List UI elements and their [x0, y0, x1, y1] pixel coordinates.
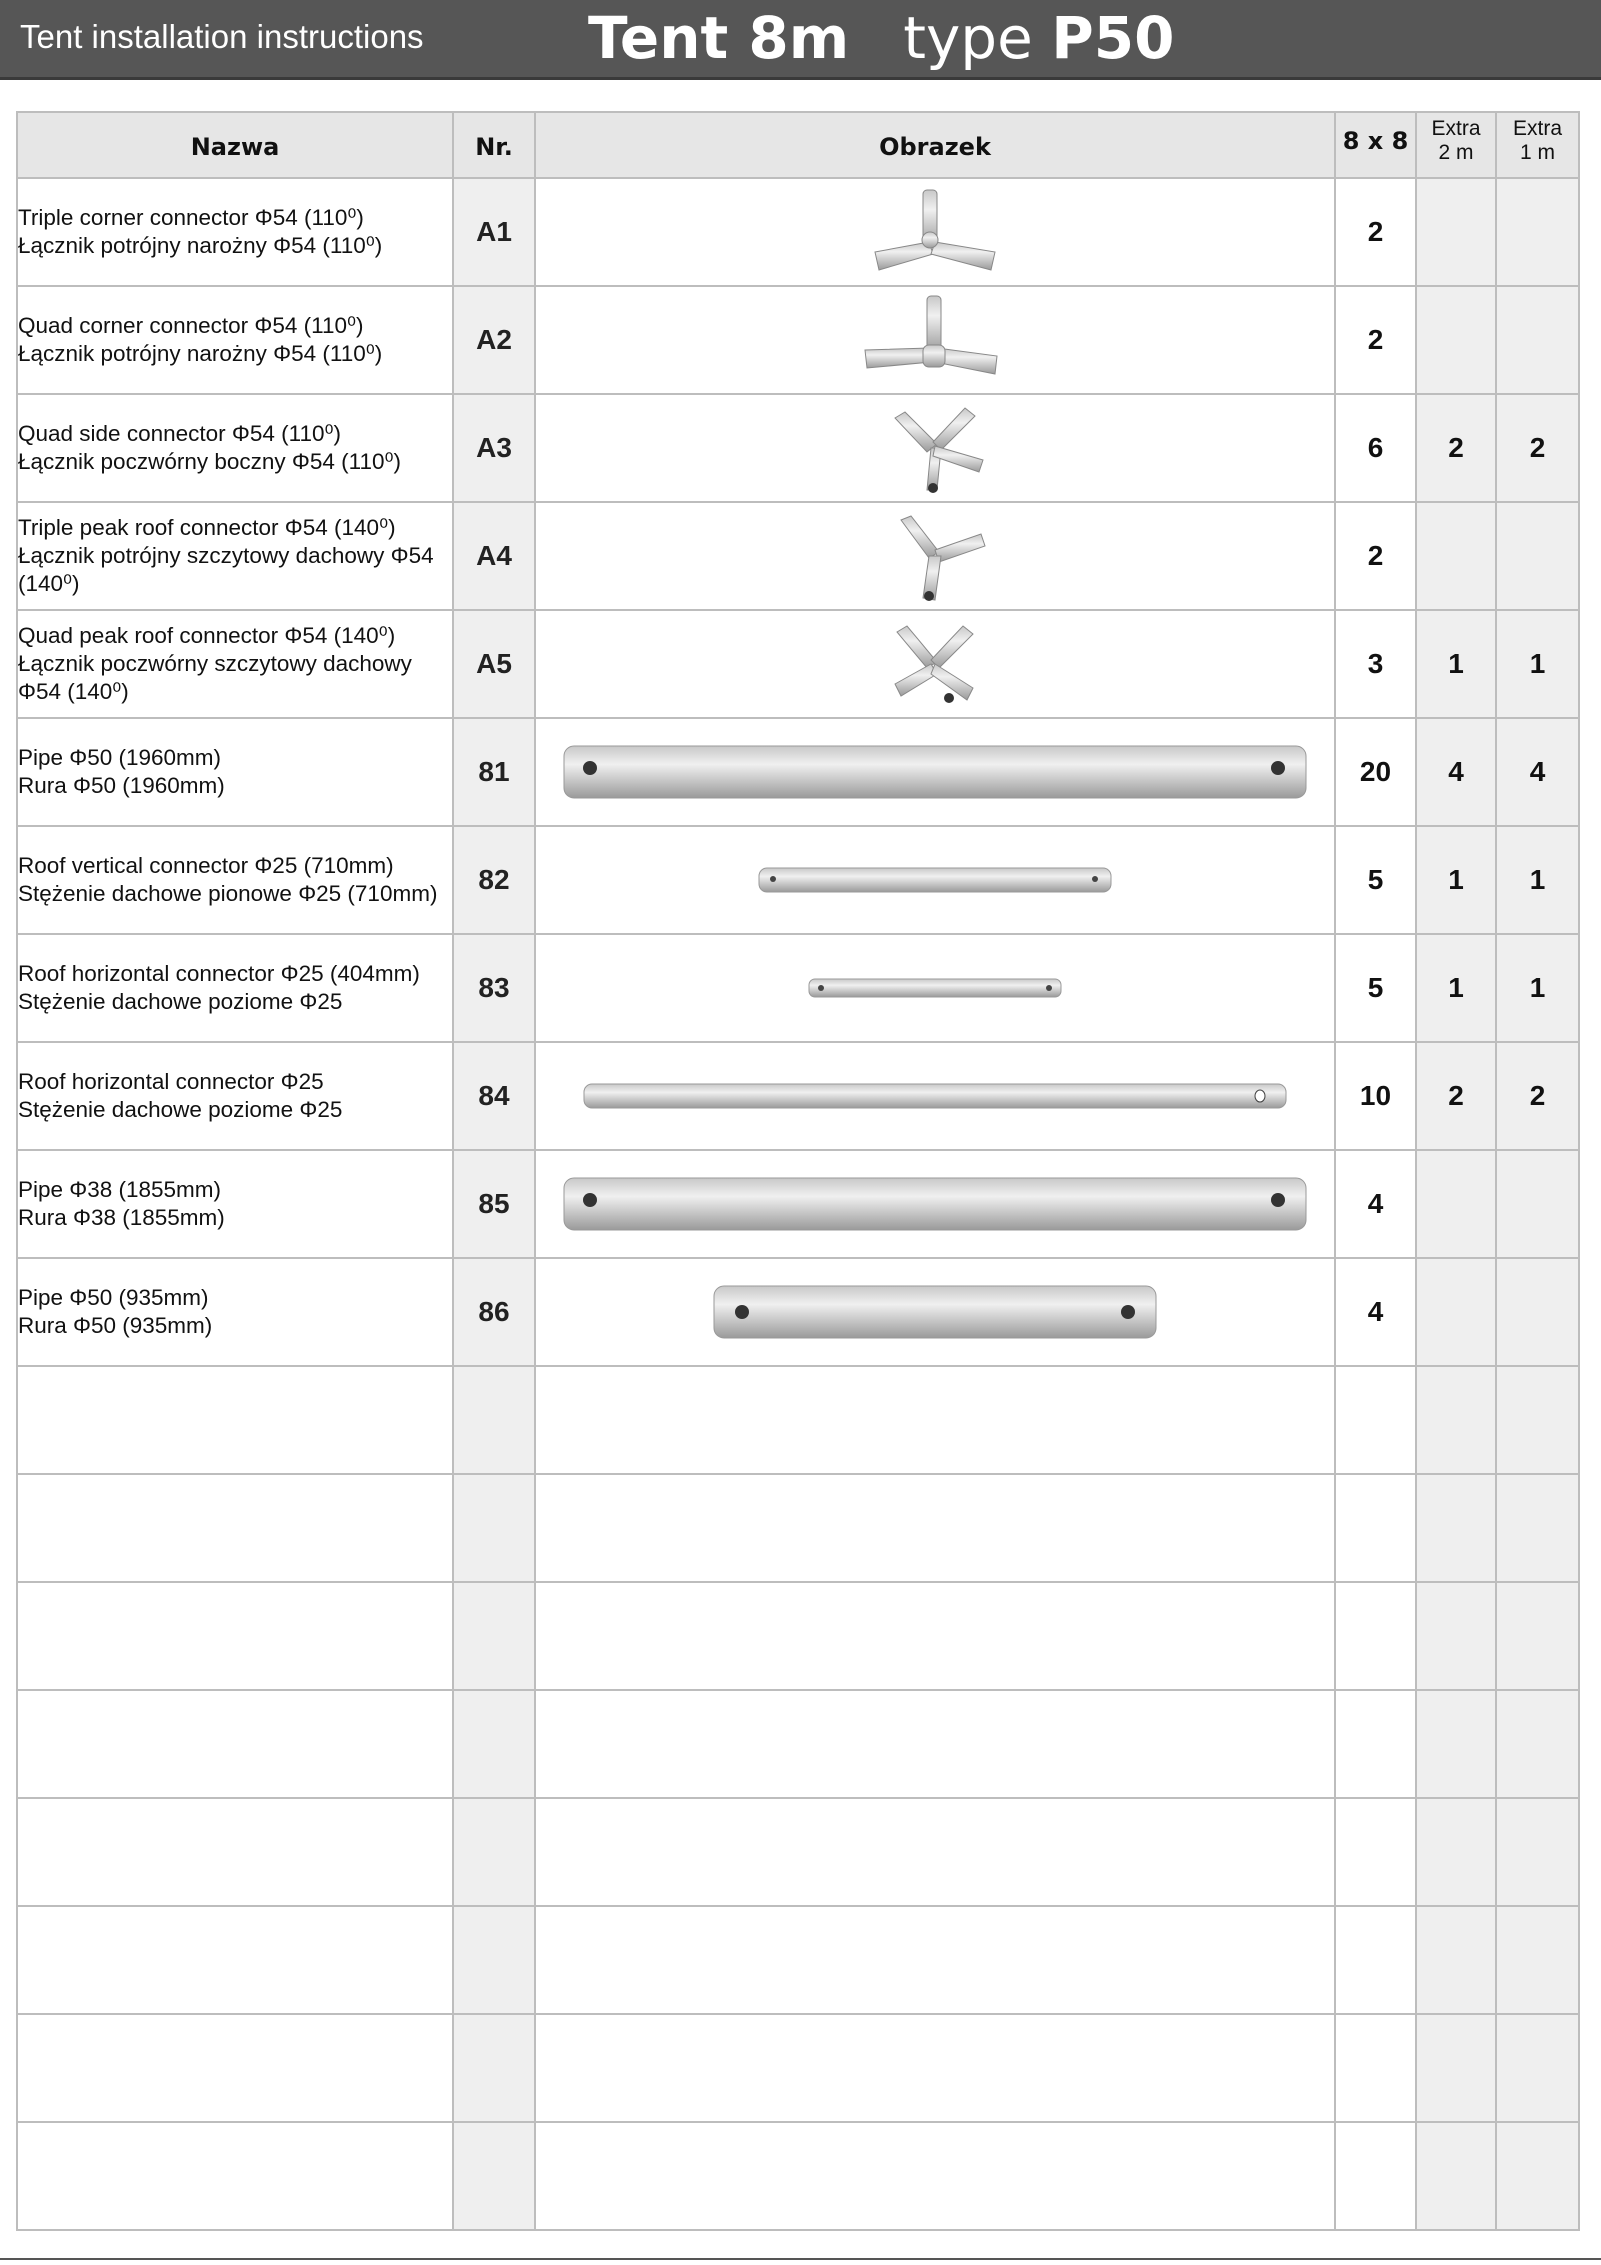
table-row — [17, 610, 1579, 718]
part-name — [17, 718, 453, 826]
title-tent: Tent 8m — [588, 4, 850, 72]
title-type: type — [903, 4, 1033, 72]
column-header-extra-1m: Extra 1 m — [1496, 112, 1579, 178]
empty-cell — [535, 1690, 1335, 1798]
qty-8x8: 4 — [1335, 1150, 1416, 1258]
empty-cell — [453, 1366, 535, 1474]
part-picture — [535, 502, 1335, 610]
part-name-pl: Łącznik potrójny narożny Φ54 (110⁰) — [18, 341, 383, 366]
table-row — [17, 1042, 1579, 1150]
part-name — [17, 178, 453, 286]
empty-cell — [535, 2122, 1335, 2230]
brace-icon — [536, 860, 1334, 900]
qty-extra-1m — [1496, 178, 1579, 286]
empty-cell — [17, 1906, 453, 2014]
empty-cell — [1335, 2014, 1416, 2122]
part-name-pl: Rura Φ38 (1855mm) — [18, 1205, 225, 1230]
table-row — [17, 934, 1579, 1042]
part-name — [17, 1150, 453, 1258]
column-header-size: 8 x 8 — [1335, 112, 1416, 178]
empty-cell — [1496, 2122, 1579, 2230]
part-picture — [535, 610, 1335, 718]
table-row — [17, 394, 1579, 502]
qty-extra-1m: 1 — [1496, 610, 1579, 718]
part-name — [17, 1042, 453, 1150]
part-number: A4 — [453, 502, 535, 610]
qty-8x8: 5 — [1335, 934, 1416, 1042]
qty-extra-2m: 1 — [1416, 934, 1496, 1042]
empty-cell — [1416, 1906, 1496, 2014]
table-row — [17, 178, 1579, 286]
pipe-icon — [536, 742, 1334, 802]
quad-peak-connector-icon — [536, 614, 1334, 714]
part-name-en: Quad corner connector Φ54 (110⁰) — [18, 313, 364, 338]
title-model: P50 — [1051, 4, 1175, 72]
qty-8x8: 3 — [1335, 610, 1416, 718]
part-name-pl: Stężenie dachowe poziome Φ25 — [18, 989, 343, 1014]
qty-8x8: 2 — [1335, 286, 1416, 394]
empty-cell — [17, 1366, 453, 1474]
qty-extra-2m — [1416, 1258, 1496, 1366]
part-number: A1 — [453, 178, 535, 286]
part-number: 84 — [453, 1042, 535, 1150]
qty-extra-1m: 2 — [1496, 394, 1579, 502]
empty-cell — [1335, 1906, 1416, 2014]
empty-table-row — [17, 1366, 1579, 1474]
empty-cell — [453, 2122, 535, 2230]
table-row — [17, 826, 1579, 934]
empty-cell — [17, 1582, 453, 1690]
part-name — [17, 934, 453, 1042]
qty-extra-2m: 4 — [1416, 718, 1496, 826]
empty-table-row — [17, 1690, 1579, 1798]
part-picture — [535, 718, 1335, 826]
part-number: 86 — [453, 1258, 535, 1366]
qty-extra-1m — [1496, 1258, 1579, 1366]
brace-long-icon — [536, 1078, 1334, 1114]
triple-corner-connector-icon — [536, 182, 1334, 282]
empty-cell — [1335, 1474, 1416, 1582]
empty-cell — [535, 1798, 1335, 1906]
empty-cell — [1335, 1798, 1416, 1906]
qty-8x8: 5 — [1335, 826, 1416, 934]
part-name-pl: Stężenie dachowe pionowe Φ25 (710mm) — [18, 881, 438, 906]
pipe-icon — [536, 1174, 1334, 1234]
part-number: 85 — [453, 1150, 535, 1258]
empty-cell — [535, 1366, 1335, 1474]
empty-cell — [1335, 1582, 1416, 1690]
empty-cell — [1496, 1582, 1579, 1690]
part-picture — [535, 394, 1335, 502]
empty-cell — [1496, 1906, 1579, 2014]
empty-cell — [1416, 2122, 1496, 2230]
empty-cell — [1496, 1798, 1579, 1906]
part-name-en: Triple corner connector Φ54 (110⁰) — [18, 205, 364, 230]
empty-cell — [1416, 1474, 1496, 1582]
table-row — [17, 1150, 1579, 1258]
part-name — [17, 502, 453, 610]
part-picture — [535, 826, 1335, 934]
qty-extra-2m: 2 — [1416, 394, 1496, 502]
qty-extra-1m — [1496, 502, 1579, 610]
table-row — [17, 502, 1579, 610]
brace-short-icon — [536, 973, 1334, 1003]
part-number: A2 — [453, 286, 535, 394]
part-name — [17, 286, 453, 394]
part-picture — [535, 1150, 1335, 1258]
part-name-pl: Rura Φ50 (1960mm) — [18, 773, 225, 798]
qty-extra-1m — [1496, 1150, 1579, 1258]
header-subtitle: Tent installation instructions — [20, 18, 424, 55]
empty-cell — [453, 1474, 535, 1582]
part-number: A3 — [453, 394, 535, 502]
empty-cell — [453, 1690, 535, 1798]
empty-cell — [1496, 1690, 1579, 1798]
qty-8x8: 4 — [1335, 1258, 1416, 1366]
quad-corner-connector-icon — [536, 290, 1334, 390]
qty-extra-1m — [1496, 286, 1579, 394]
part-name — [17, 610, 453, 718]
part-name-en: Pipe Φ50 (935mm) — [18, 1285, 209, 1310]
empty-cell — [1416, 1582, 1496, 1690]
qty-extra-2m: 2 — [1416, 1042, 1496, 1150]
empty-cell — [535, 2014, 1335, 2122]
qty-extra-2m — [1416, 286, 1496, 394]
table-row — [17, 718, 1579, 826]
qty-extra-2m: 1 — [1416, 610, 1496, 718]
column-header-name: Nazwa — [17, 112, 453, 178]
part-name-en: Roof horizontal connector Φ25 (404mm) — [18, 961, 420, 986]
qty-extra-2m: 1 — [1416, 826, 1496, 934]
part-name-pl: Łącznik potrójny narożny Φ54 (110⁰) — [18, 233, 383, 258]
part-number: 81 — [453, 718, 535, 826]
empty-table-row — [17, 1798, 1579, 1906]
empty-cell — [453, 1906, 535, 2014]
parts-table — [16, 111, 1580, 2231]
qty-8x8: 2 — [1335, 178, 1416, 286]
empty-cell — [1416, 1366, 1496, 1474]
empty-cell — [1335, 2122, 1416, 2230]
part-name — [17, 394, 453, 502]
page-header — [0, 0, 1601, 80]
part-picture — [535, 934, 1335, 1042]
qty-extra-1m: 4 — [1496, 718, 1579, 826]
part-name-pl: Rura Φ50 (935mm) — [18, 1313, 213, 1338]
part-name-pl: Łącznik poczwórny szczytowy dachowy Φ54 (140⁰) — [18, 651, 412, 704]
part-picture — [535, 1258, 1335, 1366]
empty-cell — [17, 1474, 453, 1582]
empty-cell — [1335, 1690, 1416, 1798]
empty-cell — [535, 1906, 1335, 2014]
part-name-en: Quad peak roof connector Φ54 (140⁰) — [18, 623, 396, 648]
empty-cell — [1496, 1474, 1579, 1582]
qty-extra-1m: 2 — [1496, 1042, 1579, 1150]
part-number: 82 — [453, 826, 535, 934]
part-name-en: Roof vertical connector Φ25 (710mm) — [18, 853, 394, 878]
qty-extra-2m — [1416, 1150, 1496, 1258]
qty-8x8: 20 — [1335, 718, 1416, 826]
empty-cell — [453, 1582, 535, 1690]
footer-divider — [0, 2258, 1601, 2260]
qty-8x8: 6 — [1335, 394, 1416, 502]
part-name-pl: Łącznik poczwórny boczny Φ54 (110⁰) — [18, 449, 401, 474]
triple-peak-connector-icon — [536, 506, 1334, 606]
part-picture — [535, 286, 1335, 394]
empty-cell — [1416, 2014, 1496, 2122]
empty-table-row — [17, 1906, 1579, 2014]
part-name-en: Pipe Φ38 (1855mm) — [18, 1177, 222, 1202]
empty-cell — [17, 2014, 453, 2122]
part-name-en: Pipe Φ50 (1960mm) — [18, 745, 222, 770]
qty-8x8: 10 — [1335, 1042, 1416, 1150]
empty-table-row — [17, 1582, 1579, 1690]
part-name — [17, 826, 453, 934]
part-picture — [535, 178, 1335, 286]
empty-cell — [453, 1798, 535, 1906]
column-header-nr: Nr. — [453, 112, 535, 178]
empty-cell — [535, 1474, 1335, 1582]
empty-table-row — [17, 2014, 1579, 2122]
qty-8x8: 2 — [1335, 502, 1416, 610]
part-picture — [535, 1042, 1335, 1150]
part-name-pl: Stężenie dachowe poziome Φ25 — [18, 1097, 343, 1122]
empty-cell — [535, 1582, 1335, 1690]
qty-extra-2m — [1416, 178, 1496, 286]
qty-extra-2m — [1416, 502, 1496, 610]
part-name-en: Triple peak roof connector Φ54 (140⁰) — [18, 515, 396, 540]
quad-side-connector-icon — [536, 398, 1334, 498]
part-name-en: Roof horizontal connector Φ25 — [18, 1069, 324, 1094]
qty-extra-1m: 1 — [1496, 826, 1579, 934]
empty-table-row — [17, 1474, 1579, 1582]
part-name-pl: Łącznik potrójny szczytowy dachowy Φ54 (140⁰) — [18, 543, 434, 596]
page-title — [588, 4, 1174, 72]
column-header-picture: Obrazek — [535, 112, 1335, 178]
table-row — [17, 1258, 1579, 1366]
qty-extra-1m: 1 — [1496, 934, 1579, 1042]
short-pipe-icon — [536, 1282, 1334, 1342]
empty-cell — [1496, 1366, 1579, 1474]
empty-cell — [1416, 1798, 1496, 1906]
empty-cell — [1416, 1690, 1496, 1798]
table-header-row — [17, 112, 1579, 178]
empty-table-row — [17, 2122, 1579, 2230]
column-header-extra-2m: Extra 2 m — [1416, 112, 1496, 178]
empty-cell — [17, 1690, 453, 1798]
empty-cell — [17, 2122, 453, 2230]
table-row — [17, 286, 1579, 394]
part-number: A5 — [453, 610, 535, 718]
part-name-en: Quad side connector Φ54 (110⁰) — [18, 421, 341, 446]
empty-cell — [1496, 2014, 1579, 2122]
empty-cell — [1335, 1366, 1416, 1474]
empty-cell — [17, 1798, 453, 1906]
empty-cell — [453, 2014, 535, 2122]
part-name — [17, 1258, 453, 1366]
part-number: 83 — [453, 934, 535, 1042]
